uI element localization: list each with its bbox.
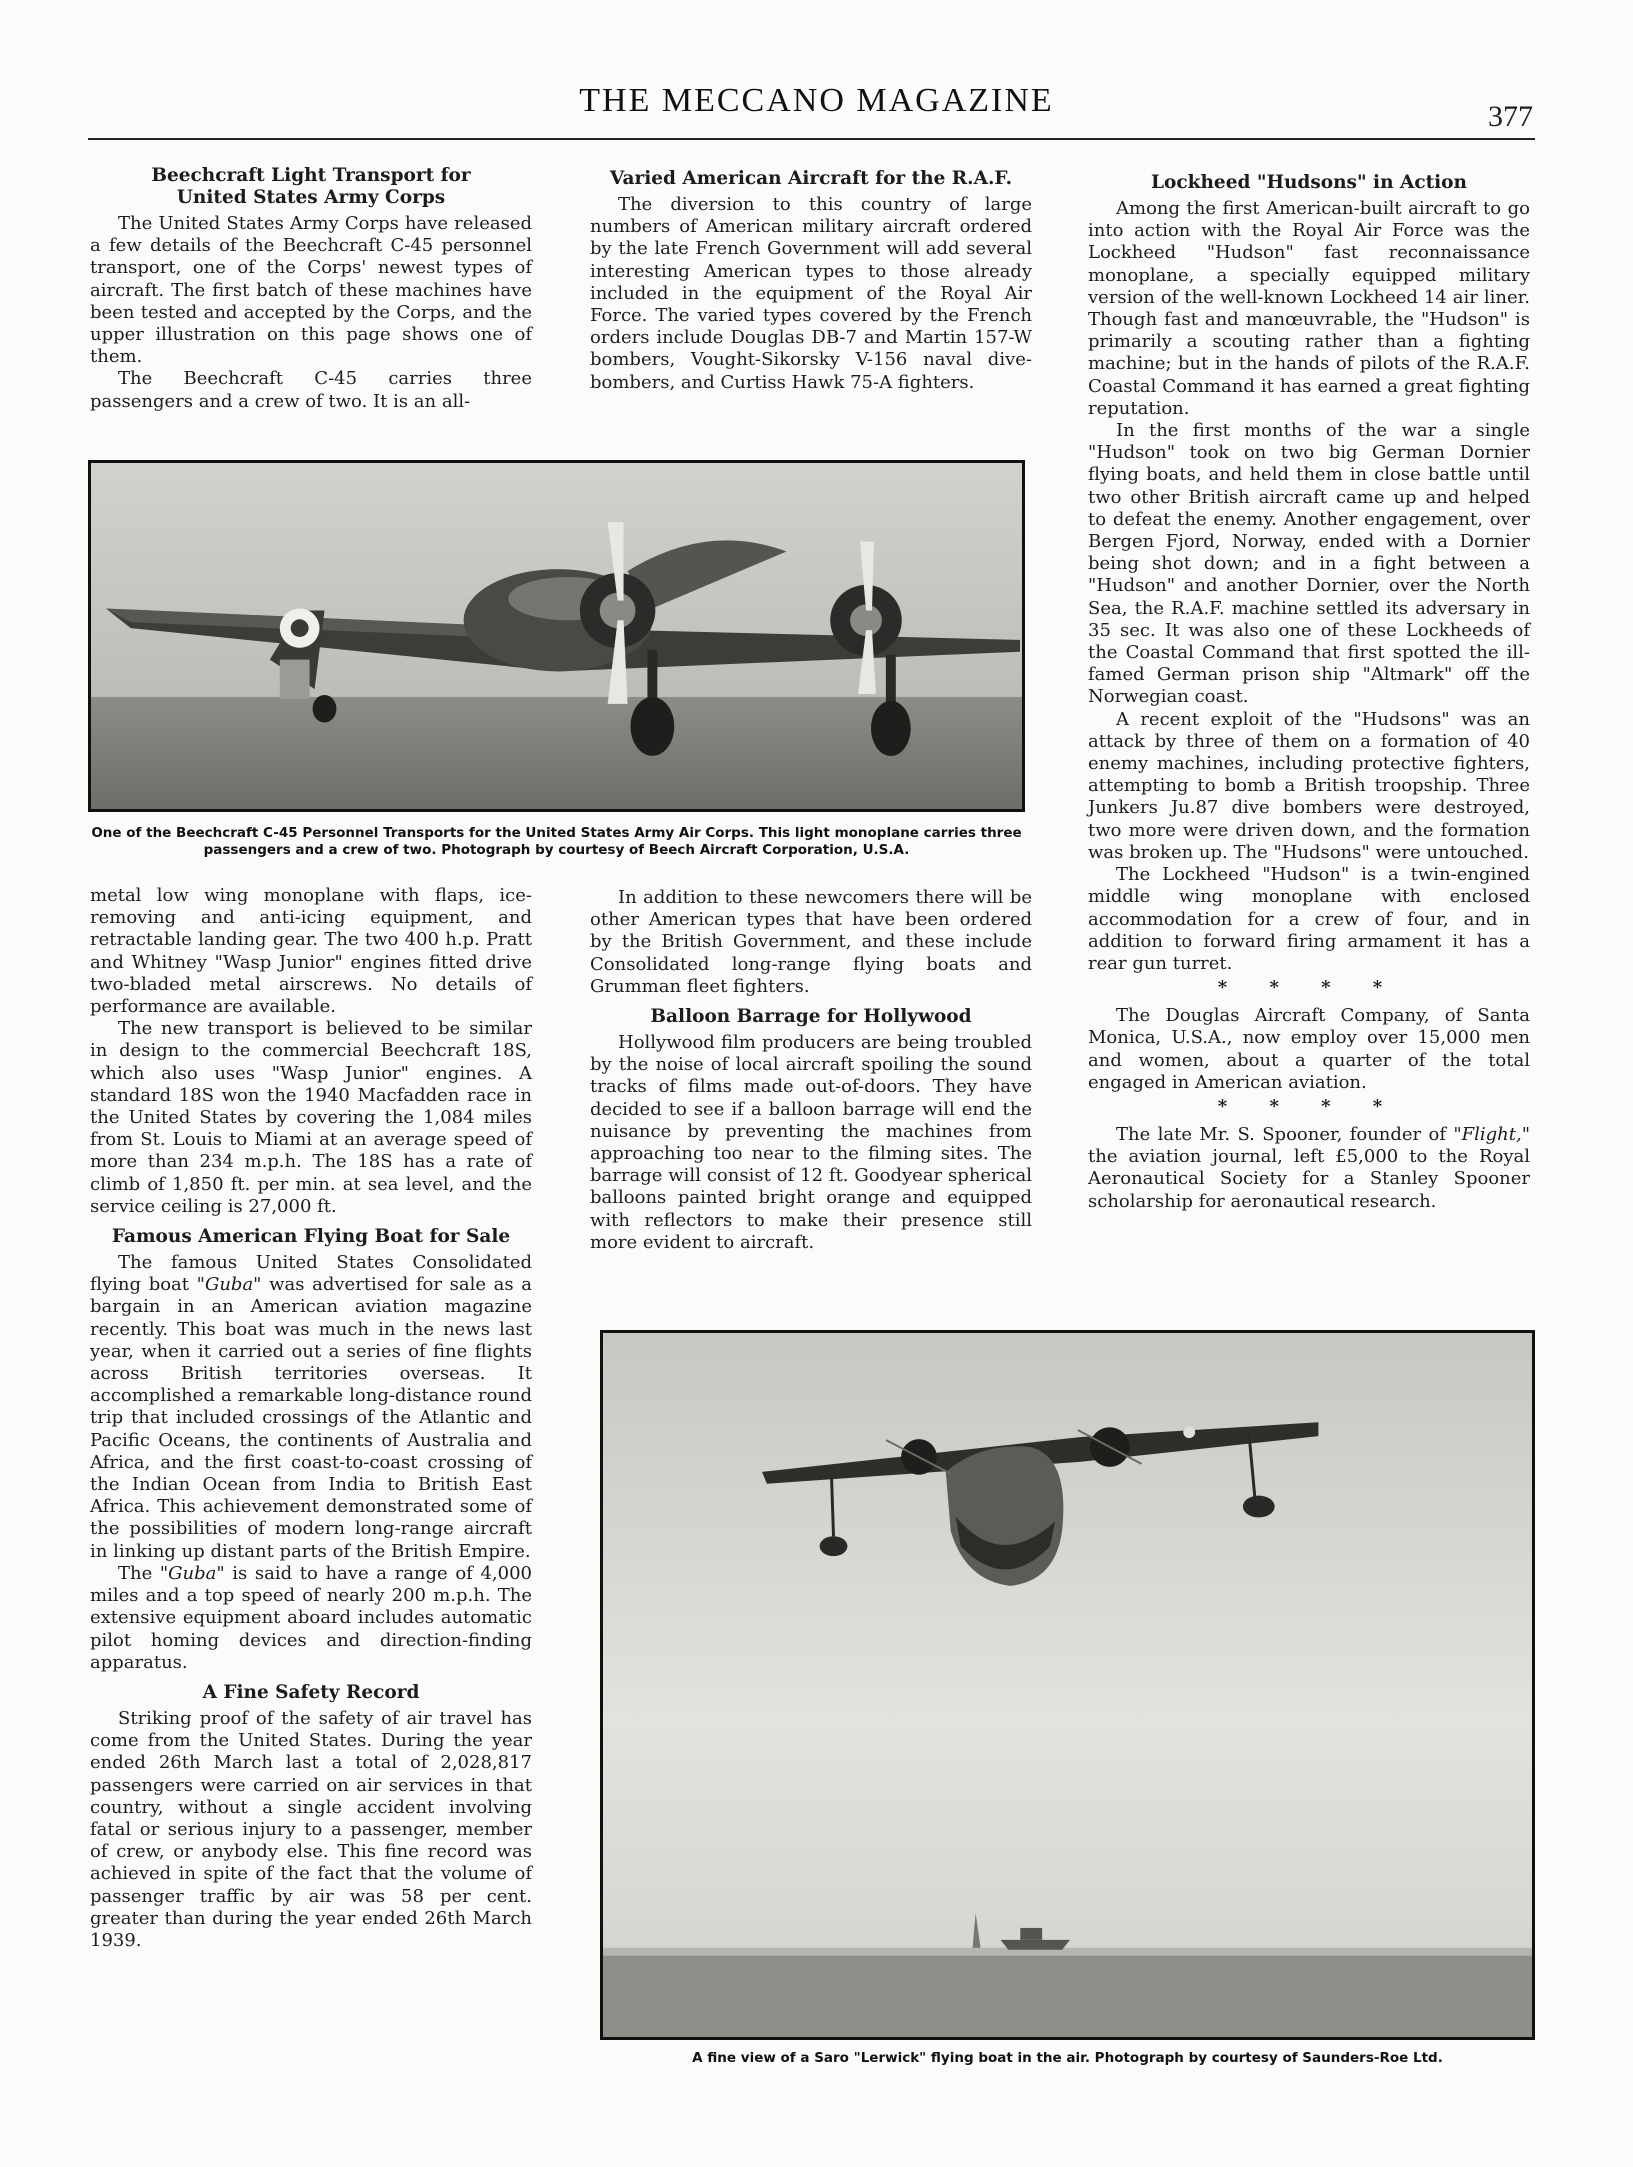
paragraph: The United States Army Corps have released a few details of the Beechcraft C-45 personnel transport, one of the Corps' newest types of aircraft. The first batch of these machines have been tested and accepted by the Corps, and the upper illustration on this page shows one of them. [90,213,532,368]
article-beechcraft [90,165,532,413]
magazine-title: THE MECCANO MAGAZINE [579,82,1054,119]
article-lockheed-hudsons [1088,172,1530,1213]
heading-beechcraft: Beechcraft Light Transport for United States Army Corps [151,165,471,208]
paragraph-spooner: The late Mr. S. Spooner, founder of "Flight," the aviation journal, left £5,000 to the Royal Aeronautical Society for a Stanley Spooner scholarship for aeronautical research. [1088,1123,1530,1212]
section-divider: * * * * [1217,1095,1401,1117]
page-number: 377 [1488,100,1533,133]
heading-varied-aircraft: Varied American Aircraft for the R.A.F. [609,168,1013,189]
paragraph: The new transport is believed to be similar in design to the commercial Beechcraft 18S, which also uses "Wasp Junior" engines. A standard 18S won the 1940 Macfadden race in the United States by covering the 1,084 miles from St. Louis to Miami at an average speed of more than 234 m.p.h. The 18S has a rate of climb of 1,850 ft. per min. at sea level, and the service ceiling is 27,000 ft. [90,1018,532,1217]
header-rule [88,138,1535,140]
photo-beechcraft-c45 [88,460,1025,812]
paragraph: Hollywood film producers are being troubled by the noise of local aircraft spoiling the sound tracks of films made out-of-doors. They have decided to see if a balloon barrage will end the nuisance by preventing the machines from approaching too near to the filming sites. The barrage will consist of 12 ft. Goodyear spherical balloons painted bright orange and equipped with reflectors to make their presence still more evident to aircraft. [590,1032,1032,1253]
article-varied-aircraft [590,168,1032,394]
paragraph-guba-range: The "Guba" is said to have a range of 4,000 miles and a top speed of nearly 200 m.p.h. The extensive equipment aboard includes automatic pilot homing devices and direction-finding apparatus. [90,1562,532,1673]
paragraph: In addition to these newcomers there will be other American types that have been ordered by the British Government, and these include Consolidated long-range flying boats and Grumman fleet fighters. [590,887,1032,997]
caption-beechcraft: One of the Beechcraft C-45 Personnel Transports for the United States Army Air Corps. This light monoplane carries three passengers and a crew of two. Photograph by courtesy of Beech Aircraft Corporation, U.S.A. [91,825,1022,858]
paragraph-douglas: The Douglas Aircraft Company, of Santa Monica, U.S.A., now employ over 15,000 men and women, about a quarter of the total engaged in American aviation. [1088,1005,1530,1093]
section-divider: * * * * [1217,977,1401,999]
paragraph: metal low wing monoplane with flaps, ice-removing and anti-icing equipment, and retractable landing gear. The two 400 h.p. Pratt and Whitney "Wasp Junior" engines fitted drive two-bladed metal airscrews. No details of performance are available. [90,885,532,1018]
heading-lockheed-hudsons: Lockheed "Hudsons" in Action [1151,172,1467,193]
flight-title: "Flight," [1453,1123,1530,1145]
paragraph: The diversion to this country of large numbers of American military aircraft ordered by the late French Government will add several interesting American types to those already included in the equipment of the Royal Air Force. The varied types covered by the French orders include Douglas DB-7 and Martin 157-W bombers, Vought-Sikorsky V-156 naval dive-bombers, and Curtiss Hawk 75-A fighters. [590,194,1032,393]
paragraph: In the first months of the war a single "Hudson" took on two big German Dornier flying boats, and held them in close battle until two other British aircraft came up and helped to defeat the enemy. Another engagement, over Bergen Fjord, Norway, ended with a Dornier being shot down; and in a fight between a "Hudson" and another Dornier, over the North Sea, the R.A.F. machine settled its adversary in 35 sec. It was also one of these Lockheeds of the Coastal Command that first spotted the ill-famed German prison ship "Altmark" off the Norwegian coast. [1088,420,1530,708]
paragraph: A recent exploit of the "Hudsons" was an attack by three of them on a formation of 40 enemy machines, including protective fighters, attempting to bomb a British troopship. Three Junkers Ju.87 dive bombers were destroyed, two more were driven down, and the formation was broken up. The "Hudsons" were untouched. [1088,708,1530,863]
heading-safety-record: A Fine Safety Record [202,1681,420,1703]
lerwick-photo-image [603,1333,1532,2037]
paragraph-guba: The famous United States Consolidated flying boat "Guba" was advertised for sale as a bargain in an American aviation magazine recently. This boat was much in the news last year, when it carried out a series of fine flights across British territories overseas. It accomplished a remarkable long-distance round trip that included crossings of the Atlantic and Pacific Oceans, the continents of Australia and Africa, and the first coast-to-coast crossing of the Indian Ocean from India to British East Africa. This achievement demonstrated some of the possibilities of modern long-range aircraft in linking up distant parts of the British Empire. [90,1252,532,1562]
beechcraft-photo-image [91,463,1022,809]
photo-saro-lerwick [600,1330,1535,2040]
heading-flying-boat-for-sale: Famous American Flying Boat for Sale [111,1226,511,1248]
paragraph: Among the first American-built aircraft to go into action with the Royal Air Force was the Lockheed "Hudson" fast reconnaissance monoplane, a specially equipped military version of the well-known Lockheed 14 air liner. Though fast and manœuvrable, the "Hudson" is primarily a scouting rather than a fighting machine; but in the hands of pilots of the R.A.F. Coastal Command it has earned a great fighting reputation. [1088,198,1530,419]
caption-lerwick: A fine view of a Saro "Lerwick" flying boat in the air. Photograph by courtesy of Saunders-Roe Ltd. [692,2050,1443,2066]
article-beechcraft-continued [90,885,532,1952]
paragraph: The Beechcraft C-45 carries three passengers and a crew of two. It is an all- [90,368,532,412]
paragraph: The Lockheed "Hudson" is a twin-engined middle wing monoplane with enclosed accommodation for a crew of four, and in addition to forward firing armament it has a rear gun turret. [1088,864,1530,974]
heading-balloon-barrage: Balloon Barrage for Hollywood [650,1006,972,1028]
article-other-types [590,887,1032,1254]
paragraph-safety: Striking proof of the safety of air travel has come from the United States. During the year ended 26th March last a total of 2,028,817 passengers were carried on air services in that country, without a single accident involving fatal or serious injury to a passenger, member of crew, or anybody else. This fine record was achieved in spite of the fact that the volume of passenger traffic by air was 58 per cent. greater than during the year ended 26th March 1939. [90,1707,532,1951]
guba-name: "Guba" [196,1274,262,1296]
guba-name: "Guba" [159,1562,225,1584]
